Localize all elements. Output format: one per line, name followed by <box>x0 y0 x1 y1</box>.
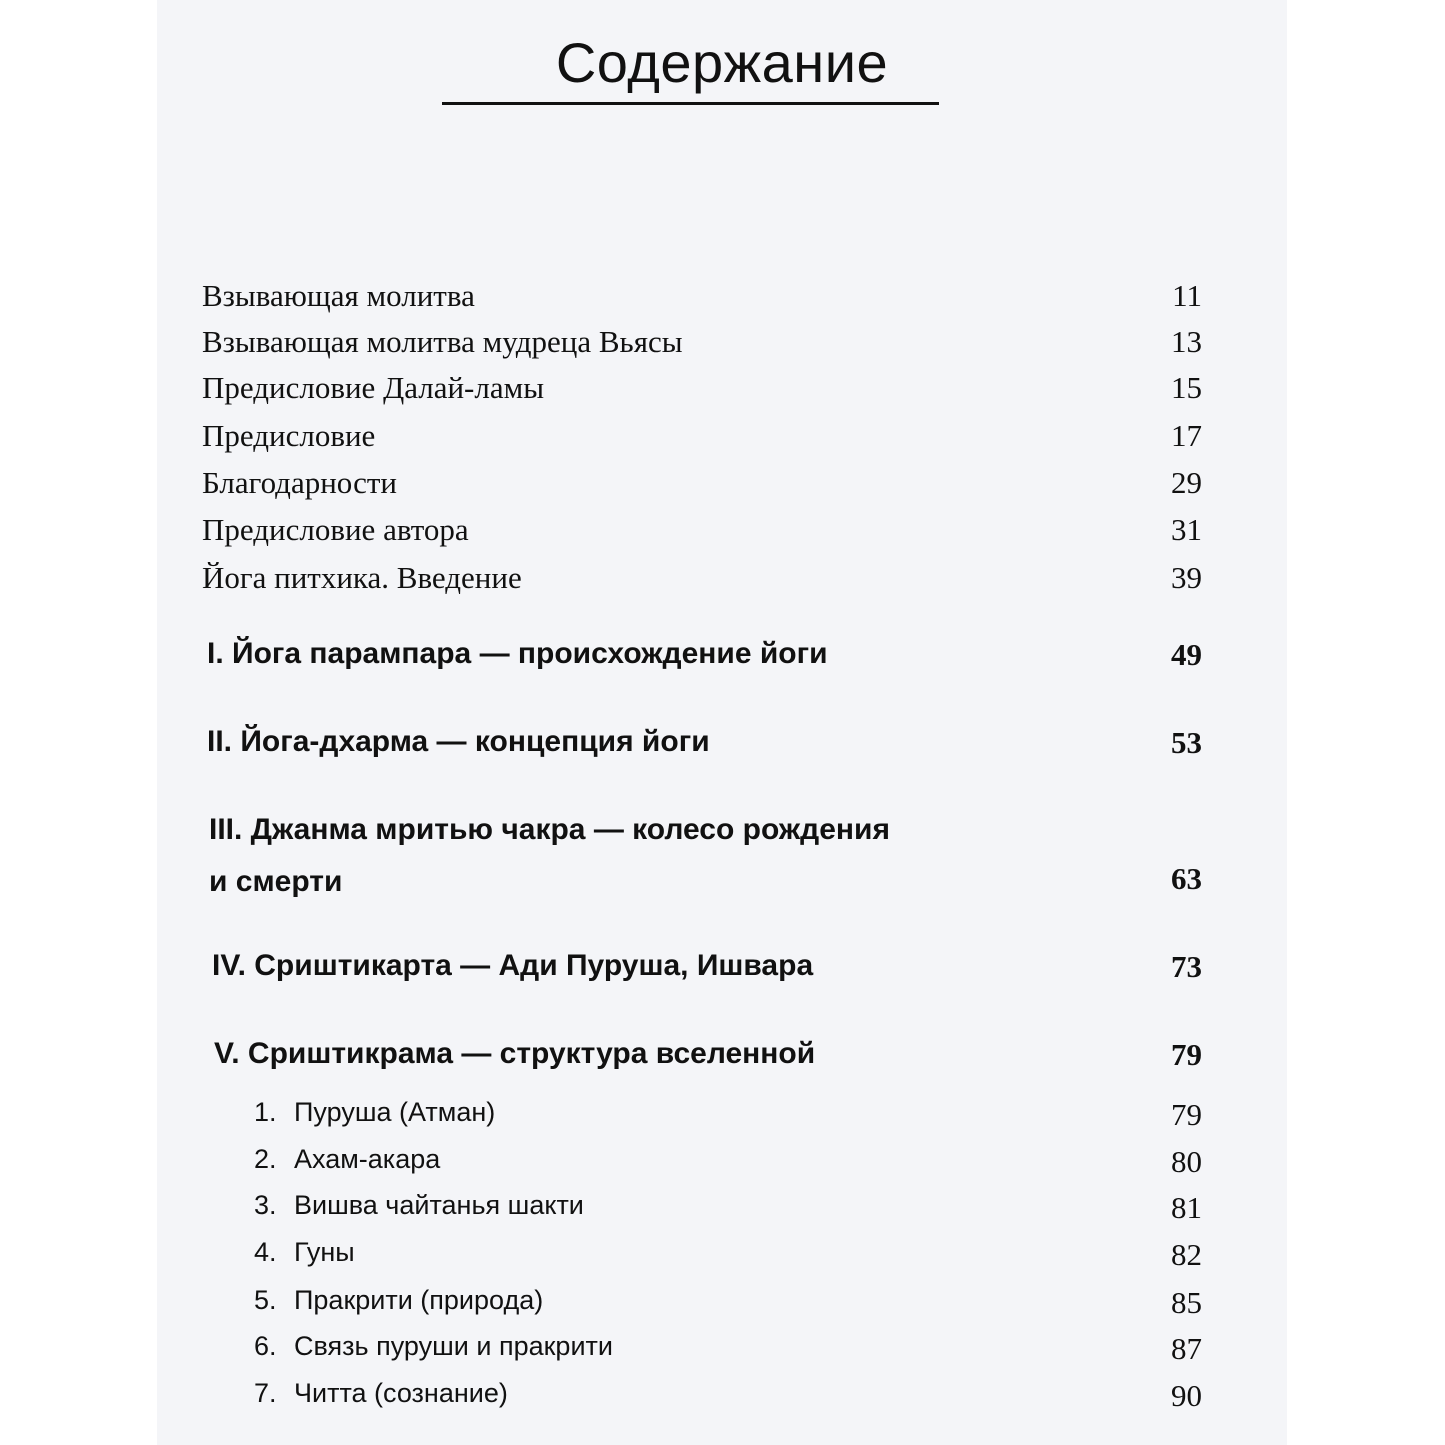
toc-subsection-label <box>254 1144 440 1175</box>
toc-entry-label: Предисловие автора <box>202 512 469 547</box>
toc-subsection-number: 2. <box>254 1144 277 1174</box>
title-underline <box>442 102 939 105</box>
toc-chapter-label: II. Йога-дхарма — концепция йоги <box>207 725 710 758</box>
toc-subsection-number: 7. <box>254 1378 277 1408</box>
toc-entry-label: Йога питхика. Введение <box>202 560 522 595</box>
toc-chapter <box>209 813 1202 898</box>
toc-subsection-number: 3. <box>254 1190 277 1220</box>
toc-chapter-page: 79 <box>1171 1037 1202 1072</box>
toc-entry-page: 31 <box>1171 512 1202 547</box>
toc-subsection-label <box>254 1097 495 1128</box>
toc-subsection-page: 81 <box>1171 1190 1202 1225</box>
toc-subsection-page: 90 <box>1171 1378 1202 1413</box>
toc-subsection-text: Читта (сознание) <box>294 1378 508 1408</box>
toc-entry-page: 29 <box>1171 465 1202 500</box>
toc-entry-label: Предисловие Далай-ламы <box>202 370 545 405</box>
toc-subsection-label <box>254 1378 508 1409</box>
toc-chapter-page: 63 <box>1171 861 1202 896</box>
toc-subsection-text: Связь пуруши и пракрити <box>294 1331 613 1361</box>
toc-chapter-label: IV. Сриштикарта — Ади Пуруша, Ишвара <box>212 949 814 982</box>
toc-entry-page: 17 <box>1171 418 1202 453</box>
toc-entry-page: 13 <box>1171 324 1202 359</box>
toc-subsection-number: 4. <box>254 1237 277 1267</box>
toc-chapter-page: 53 <box>1171 725 1202 760</box>
toc-chapter-label: V. Сриштикрама — структура вселенной <box>214 1037 816 1070</box>
toc-subsection-label <box>254 1190 584 1221</box>
page-title: Содержание <box>555 31 889 94</box>
toc-subsection-page: 85 <box>1171 1285 1202 1320</box>
toc-subsection-text: Пуруша (Атман) <box>294 1097 496 1127</box>
toc-entry-page: 11 <box>1172 278 1202 313</box>
toc-subsection-text: Пракрити (природа) <box>294 1285 544 1315</box>
toc-subsection-page: 87 <box>1171 1331 1202 1366</box>
toc-entry-label: Взывающая молитва мудреца Вьясы <box>202 324 683 359</box>
toc-entry-page: 15 <box>1171 370 1202 405</box>
toc-subsection-page: 80 <box>1171 1144 1202 1179</box>
toc-subsection-text: Вишва чайтанья шакти <box>294 1190 584 1220</box>
toc-subsection-number: 6. <box>254 1331 277 1361</box>
toc-subsection-label <box>254 1331 613 1362</box>
toc-entry-label: Взывающая молитва <box>202 278 475 313</box>
toc-subsection-number: 1. <box>254 1097 277 1127</box>
toc-entry-label: Благодарности <box>202 465 397 500</box>
toc-subsection-page: 79 <box>1171 1097 1202 1132</box>
toc-chapter-page: 49 <box>1171 637 1202 672</box>
toc-subsection-number: 5. <box>254 1285 277 1315</box>
toc-chapter-page: 73 <box>1171 949 1202 984</box>
toc-subsection-page: 82 <box>1171 1237 1202 1272</box>
toc-subsection-text: Ахам-акара <box>294 1144 441 1174</box>
toc-entry-label: Предисловие <box>202 418 376 453</box>
toc-subsection-label <box>254 1285 543 1316</box>
toc-subsection-label <box>254 1237 355 1268</box>
toc-entry-page: 39 <box>1171 560 1202 595</box>
book-page <box>157 0 1287 1445</box>
toc-subsection-text: Гуны <box>294 1237 355 1267</box>
toc-chapter-label: I. Йога парампара — происхождение йоги <box>207 637 828 670</box>
toc-chapter-label: III. Джанма мритью чакра — колесо рождения <box>209 813 890 846</box>
toc-chapter-label-cont: и смерти <box>209 865 343 898</box>
